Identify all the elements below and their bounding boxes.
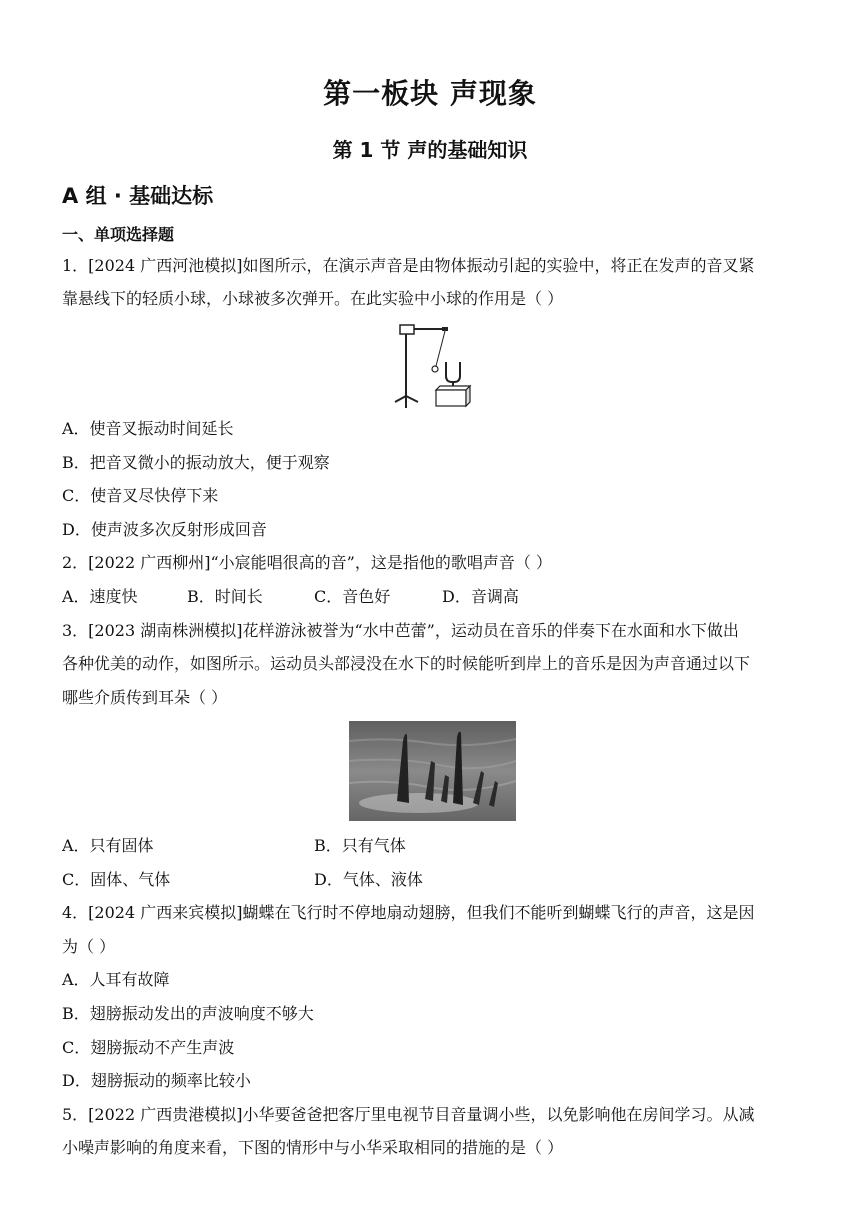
section-heading: 一、单项选择题	[62, 225, 175, 244]
page-title: 第一板块 声现象	[323, 77, 537, 110]
question-2-option-d: D．音调高	[442, 587, 519, 606]
tuning-fork-pendulum-figure	[392, 320, 472, 412]
question-1-line-2: 靠悬线下的轻质小球，小球被多次弹开。在此实验中小球的作用是（ ）	[62, 289, 564, 308]
question-2-line-1: 2．[2022 广西柳州]“小宸能唱很高的音”，这是指他的歌唱声音（ ）	[62, 553, 552, 572]
page-subtitle: 第 1 节 声的基础知识	[332, 138, 528, 162]
question-2-option-b: B．时间长	[187, 587, 263, 606]
question-2-option-a: A．速度快	[62, 587, 138, 606]
question-3-line-3: 哪些介质传到耳朵（ ）	[62, 688, 228, 707]
question-3-line-2: 各种优美的动作，如图所示。运动员头部浸没在水下的时候能听到岸上的音乐是因为声音通过以下	[62, 654, 751, 673]
synchronized-swimming-photo	[349, 721, 516, 821]
question-4-option-d: D．翅膀振动的频率比较小	[62, 1071, 251, 1090]
question-3-option-a: A．只有固体	[62, 836, 154, 855]
question-5-line-2: 小噪声影响的角度来看，下图的情形中与小华采取相同的措施的是（ ）	[62, 1138, 564, 1157]
question-1-option-c: C．使音叉尽快停下来	[62, 486, 219, 505]
group-heading: A 组 · 基础达标	[62, 184, 214, 208]
question-3-line-1: 3．[2023 湖南株洲模拟]花样游泳被誉为“水中芭蕾”，运动员在音乐的伴奏下在水面和水下做出	[62, 621, 739, 640]
question-4-line-1: 4．[2024 广西来宾模拟]蝴蝶在飞行时不停地扇动翅膀，但我们不能听到蝴蝶飞行的声音，这是因	[62, 903, 755, 922]
question-1-option-d: D．使声波多次反射形成回音	[62, 520, 267, 539]
question-3-option-d: D．气体、液体	[314, 870, 423, 889]
swimming-legs-image	[349, 721, 516, 821]
question-1-option-a: A．使音叉振动时间延长	[62, 419, 234, 438]
question-4-option-b: B．翅膀振动发出的声波响度不够大	[62, 1004, 314, 1023]
question-4-option-c: C．翅膀振动不产生声波	[62, 1038, 235, 1057]
question-1-line-1: 1．[2024 广西河池模拟]如图所示，在演示声音是由物体振动引起的实验中，将正在发声的音叉紧	[62, 256, 755, 275]
question-4-line-2: 为（ ）	[62, 937, 116, 956]
question-2-option-c: C．音色好	[314, 587, 391, 606]
question-4-option-a: A．人耳有故障	[62, 970, 170, 989]
question-3-option-b: B．只有气体	[314, 836, 406, 855]
question-3-option-c: C．固体、气体	[62, 870, 171, 889]
question-1-option-b: B．把音叉微小的振动放大，便于观察	[62, 453, 330, 472]
question-5-line-1: 5．[2022 广西贵港模拟]小华要爸爸把客厅里电视节目音量调小些，以免影响他在房间学习。从减	[62, 1105, 755, 1124]
